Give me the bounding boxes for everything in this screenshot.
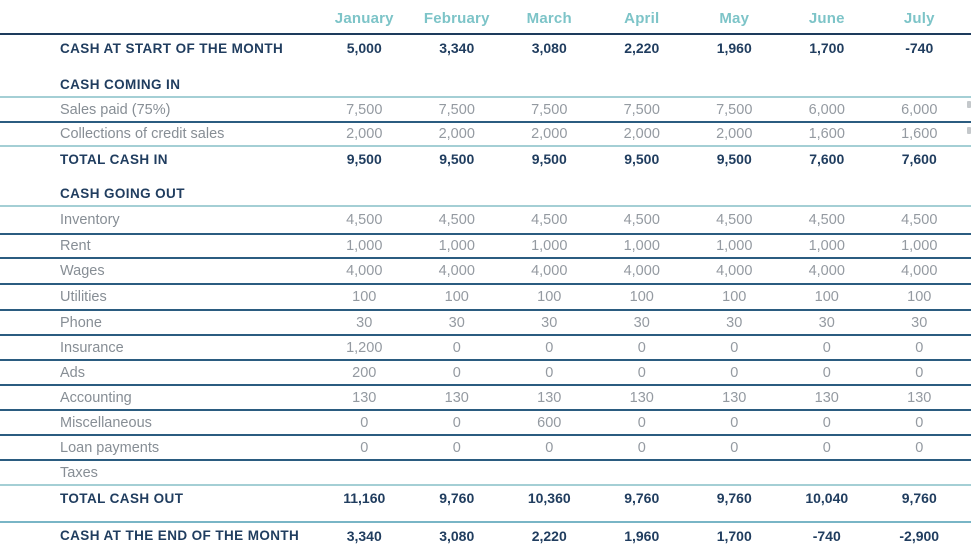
- cell-utilities-july: 100: [907, 289, 932, 305]
- row-label-utilities: Utilities: [60, 289, 107, 305]
- cell-collections-april: 2,000: [623, 126, 660, 142]
- cell-collections-july: 1,600: [901, 126, 938, 142]
- cell-inventory-january: 4,500: [346, 212, 383, 228]
- row-label-inventory: Inventory: [60, 212, 120, 228]
- cell-rent-july: 1,000: [901, 238, 938, 254]
- cell-ads-june: 0: [822, 364, 831, 381]
- column-header-april: April: [624, 10, 660, 27]
- cell-collections-january: 2,000: [346, 126, 383, 142]
- cell-cash-at-start-april: 2,220: [624, 40, 660, 56]
- cell-total-cash-out-may: 9,760: [716, 490, 752, 506]
- cell-loan-payments-may: 0: [730, 439, 739, 456]
- cell-collections-march: 2,000: [531, 126, 568, 142]
- cell-collections-may: 2,000: [716, 126, 753, 142]
- cell-insurance-june: 0: [822, 339, 831, 356]
- column-header-june: June: [808, 10, 845, 27]
- cell-miscellaneous-june: 0: [822, 414, 831, 431]
- cell-total-cash-out-july: 9,760: [901, 490, 937, 506]
- row-loan-payments: [0, 434, 971, 459]
- column-header-march: March: [526, 10, 572, 27]
- cell-loan-payments-june: 0: [822, 439, 831, 456]
- cell-loan-payments-january: 0: [360, 439, 369, 456]
- cell-inventory-may: 4,500: [716, 212, 753, 228]
- cell-phone-march: 30: [541, 314, 558, 331]
- cell-cash-at-start-january: 5,000: [346, 40, 382, 56]
- row-label-loan-payments: Loan payments: [60, 439, 160, 456]
- cell-miscellaneous-february: 0: [452, 414, 461, 431]
- cell-total-cash-out-march: 10,360: [527, 490, 571, 506]
- row-label-accounting: Accounting: [60, 389, 132, 406]
- cell-rent-february: 1,000: [438, 238, 475, 254]
- row-total-cash-in: [0, 145, 971, 171]
- cell-miscellaneous-january: 0: [360, 414, 369, 431]
- row-taxes: [0, 459, 971, 484]
- row-label-insurance: Insurance: [60, 339, 124, 356]
- row-collections: [0, 121, 971, 145]
- row-accounting: [0, 384, 971, 409]
- cell-cash-at-end-july: -2,900: [899, 527, 940, 544]
- row-label-total-cash-out: TOTAL CASH OUT: [60, 490, 184, 506]
- cell-insurance-february: 0: [452, 339, 461, 356]
- column-header-july: July: [903, 10, 935, 27]
- month-header-row: [0, 0, 971, 33]
- row-label-cash-coming-in: CASH COMING IN: [60, 76, 181, 92]
- cell-wages-may: 4,000: [716, 263, 753, 279]
- cell-phone-april: 30: [633, 314, 650, 331]
- row-label-taxes: Taxes: [60, 464, 98, 481]
- cell-phone-may: 30: [726, 314, 743, 331]
- cell-utilities-june: 100: [814, 289, 839, 305]
- cell-wages-july: 4,000: [901, 263, 938, 279]
- cell-cash-at-start-march: 3,080: [531, 40, 567, 56]
- row-label-miscellaneous: Miscellaneous: [60, 414, 152, 431]
- cell-total-cash-in-january: 9,500: [346, 151, 382, 167]
- row-label-wages: Wages: [60, 263, 105, 279]
- cell-rent-may: 1,000: [716, 238, 753, 254]
- row-label-ads: Ads: [60, 364, 85, 381]
- cell-collections-february: 2,000: [438, 126, 475, 142]
- cell-total-cash-out-january: 11,160: [343, 490, 386, 506]
- column-header-january: January: [334, 10, 394, 27]
- row-inventory: [0, 205, 971, 233]
- cell-rent-june: 1,000: [808, 238, 845, 254]
- cell-inventory-april: 4,500: [623, 212, 660, 228]
- cell-phone-january: 30: [356, 314, 373, 331]
- cell-phone-july: 30: [911, 314, 928, 331]
- cell-total-cash-in-june: 7,600: [809, 151, 845, 167]
- row-miscellaneous: [0, 409, 971, 434]
- cell-cash-at-end-may: 1,700: [716, 527, 752, 544]
- row-label-rent: Rent: [60, 238, 91, 254]
- cell-insurance-july: 0: [915, 339, 924, 356]
- cell-accounting-february: 130: [444, 389, 469, 406]
- row-insurance: [0, 334, 971, 359]
- cell-total-cash-in-february: 9,500: [439, 151, 475, 167]
- cell-sales-paid-january: 7,500: [346, 101, 383, 118]
- cell-accounting-april: 130: [629, 389, 654, 406]
- row-cash-going-out: [0, 182, 971, 205]
- cell-total-cash-out-june: 10,040: [805, 490, 849, 506]
- row-label-sales-paid: Sales paid (75%): [60, 101, 171, 118]
- cell-utilities-may: 100: [722, 289, 747, 305]
- cell-ads-july: 0: [915, 364, 924, 381]
- column-header-february: February: [423, 10, 490, 27]
- row-wages: [0, 257, 971, 283]
- cell-ads-may: 0: [730, 364, 739, 381]
- cell-phone-june: 30: [818, 314, 835, 331]
- row-cash-at-start: [0, 33, 971, 61]
- cell-total-cash-out-april: 9,760: [624, 490, 660, 506]
- row-cash-at-end: [0, 521, 971, 548]
- cell-cash-at-start-june: 1,700: [809, 40, 845, 56]
- cell-accounting-january: 130: [352, 389, 377, 406]
- cell-inventory-july: 4,500: [901, 212, 938, 228]
- cell-ads-february: 0: [452, 364, 461, 381]
- cell-miscellaneous-april: 0: [637, 414, 646, 431]
- cell-rent-january: 1,000: [346, 238, 383, 254]
- cell-collections-june: 1,600: [808, 126, 845, 142]
- cell-wages-april: 4,000: [623, 263, 660, 279]
- clipped-next-column-fragment: [967, 101, 971, 108]
- cell-cash-at-end-march: 2,220: [531, 527, 567, 544]
- cell-phone-february: 30: [448, 314, 465, 331]
- cell-wages-june: 4,000: [808, 263, 845, 279]
- cell-cash-at-start-july: -740: [905, 40, 934, 56]
- cell-loan-payments-july: 0: [915, 439, 924, 456]
- cell-utilities-april: 100: [629, 289, 654, 305]
- cell-rent-march: 1,000: [531, 238, 568, 254]
- cell-utilities-february: 100: [444, 289, 469, 305]
- clipped-next-column-fragment: [967, 127, 971, 134]
- cell-cash-at-end-june: -740: [812, 527, 841, 544]
- cell-cash-at-end-february: 3,080: [439, 527, 475, 544]
- cell-wages-february: 4,000: [438, 263, 475, 279]
- row-sales-paid: [0, 96, 971, 121]
- cell-insurance-april: 0: [637, 339, 646, 356]
- cell-sales-paid-march: 7,500: [531, 101, 568, 118]
- cell-ads-april: 0: [637, 364, 646, 381]
- column-header-may: May: [719, 10, 750, 27]
- cell-accounting-june: 130: [814, 389, 839, 406]
- cell-accounting-may: 130: [722, 389, 747, 406]
- cell-total-cash-in-may: 9,500: [716, 151, 752, 167]
- cell-insurance-may: 0: [730, 339, 739, 356]
- cell-utilities-january: 100: [352, 289, 377, 305]
- cell-utilities-march: 100: [537, 289, 562, 305]
- cell-ads-march: 0: [545, 364, 554, 381]
- cell-total-cash-out-february: 9,760: [439, 490, 475, 506]
- cell-wages-march: 4,000: [531, 263, 568, 279]
- row-label-cash-going-out: CASH GOING OUT: [60, 186, 185, 201]
- row-phone: [0, 309, 971, 334]
- cell-sales-paid-april: 7,500: [623, 101, 660, 118]
- cell-rent-april: 1,000: [623, 238, 660, 254]
- cell-insurance-march: 0: [545, 339, 554, 356]
- cell-loan-payments-april: 0: [637, 439, 646, 456]
- cell-ads-january: 200: [352, 364, 377, 381]
- cell-sales-paid-july: 6,000: [901, 101, 938, 118]
- cell-sales-paid-may: 7,500: [716, 101, 753, 118]
- cell-total-cash-in-march: 9,500: [531, 151, 567, 167]
- cell-miscellaneous-july: 0: [915, 414, 924, 431]
- cell-accounting-july: 130: [907, 389, 932, 406]
- cell-total-cash-in-july: 7,600: [901, 151, 937, 167]
- cell-wages-january: 4,000: [346, 263, 383, 279]
- row-label-cash-at-start: CASH AT START OF THE MONTH: [60, 40, 284, 56]
- row-label-collections: Collections of credit sales: [60, 126, 225, 142]
- row-total-cash-out: [0, 484, 971, 510]
- cell-cash-at-end-april: 1,960: [624, 527, 660, 544]
- cell-miscellaneous-may: 0: [730, 414, 739, 431]
- cell-total-cash-in-april: 9,500: [624, 151, 660, 167]
- cell-cash-at-start-february: 3,340: [439, 40, 475, 56]
- cell-inventory-june: 4,500: [808, 212, 845, 228]
- cell-sales-paid-june: 6,000: [808, 101, 845, 118]
- cell-insurance-january: 1,200: [346, 339, 383, 356]
- row-ads: [0, 359, 971, 384]
- cell-inventory-february: 4,500: [438, 212, 475, 228]
- cell-cash-at-end-january: 3,340: [346, 527, 382, 544]
- cell-accounting-march: 130: [537, 389, 562, 406]
- cell-cash-at-start-may: 1,960: [716, 40, 752, 56]
- row-label-total-cash-in: TOTAL CASH IN: [60, 151, 168, 167]
- cell-loan-payments-march: 0: [545, 439, 554, 456]
- row-rent: [0, 233, 971, 257]
- cell-loan-payments-february: 0: [452, 439, 461, 456]
- row-utilities: [0, 283, 971, 309]
- row-cash-coming-in: [0, 72, 971, 96]
- cell-inventory-march: 4,500: [531, 212, 568, 228]
- row-label-phone: Phone: [60, 314, 102, 331]
- row-label-cash-at-end: CASH AT THE END OF THE MONTH: [60, 528, 300, 543]
- cell-sales-paid-february: 7,500: [438, 101, 475, 118]
- cell-miscellaneous-march: 600: [537, 414, 562, 431]
